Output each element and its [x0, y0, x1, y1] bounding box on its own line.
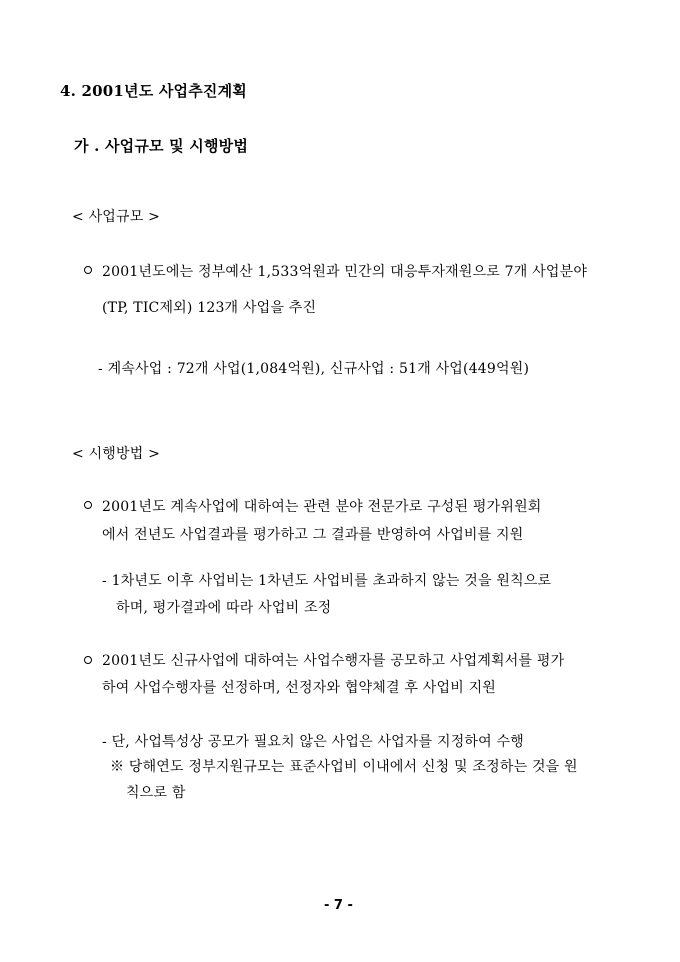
note-line1: ※ 당해연도 정부지원규모는 표준사업비 이내에서 신청 및 조정하는 것을 원	[110, 759, 578, 775]
subsection-heading: 가 . 사업규모 및 시행방법	[74, 137, 249, 155]
method-bullet2-line2: 하여 사업수행자를 선정하며, 선정자와 협약체결 후 사업비 지원	[102, 680, 497, 696]
circle-bullet-icon	[84, 656, 92, 664]
method-title: < 시행방법 >	[72, 446, 161, 462]
scale-title: < 사업규모 >	[72, 209, 161, 225]
note-line2: 칙으로 함	[126, 785, 186, 801]
page-number: - 7 -	[324, 898, 353, 913]
scale-bullet-line2: (TP, TIC제외) 123개 사업을 추진	[102, 300, 317, 316]
method-bullet1-dash-line2: 하며, 평가결과에 따라 사업비 조정	[116, 600, 332, 616]
method-bullet2-dash-line: - 단, 사업특성상 공모가 필요치 않은 사업은 사업자를 지정하여 수행	[102, 734, 524, 750]
section-heading: 4. 2001년도 사업추진계획	[60, 82, 247, 100]
circle-bullet-icon	[84, 501, 92, 509]
scale-dash-line: - 계속사업 : 72개 사업(1,084억원), 신규사업 : 51개 사업(449억원)	[98, 361, 530, 377]
circle-bullet-icon	[84, 266, 92, 274]
scale-bullet-line1: 2001년도에는 정부예산 1,533억원과 민간의 대응투자재원으로 7개 사업분야	[102, 264, 588, 280]
method-bullet1-line2: 에서 전년도 사업결과를 평가하고 그 결과를 반영하여 사업비를 지원	[102, 527, 524, 543]
method-bullet1-line1: 2001년도 계속사업에 대하여는 관련 분야 전문가로 구성된 평가위원회	[102, 499, 542, 515]
method-bullet1-dash-line1: - 1차년도 이후 사업비는 1차년도 사업비를 초과하지 않는 것을 원칙으로	[102, 573, 552, 589]
method-bullet2-line1: 2001년도 신규사업에 대하여는 사업수행자를 공모하고 사업계획서를 평가	[102, 653, 565, 669]
